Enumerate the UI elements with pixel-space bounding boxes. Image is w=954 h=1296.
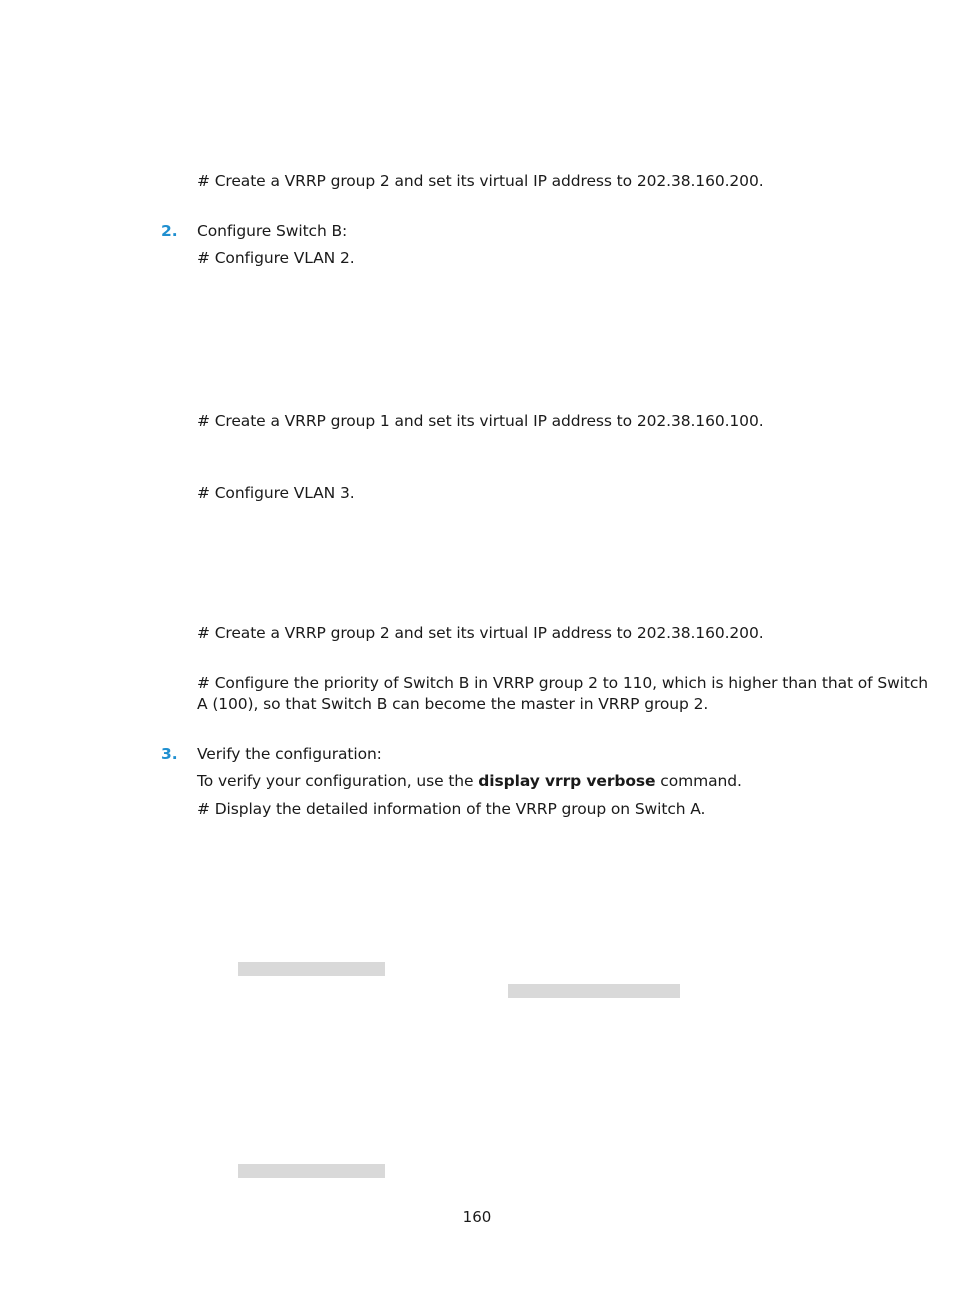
redacted-bar [238,962,385,976]
redacted-bar [238,1164,385,1178]
step-verify-configuration: Verify the configuration: [197,745,382,763]
configure-vlan2-text: # Configure VLAN 2. [197,249,355,267]
step-number-3: 3. [161,745,178,763]
page-number: 160 [462,1208,492,1226]
step-configure-switch-b: Configure Switch B: [197,222,348,240]
priority-text-line1: # Configure the priority of Switch B in VRRP group 2 to 110, which is higher than that of Switch [197,674,929,692]
redacted-bar [508,984,680,998]
display-detailed-info-text: # Display the detailed information of the VRRP group on Switch A. [197,800,706,818]
verify-text-after: command. [655,772,742,790]
create-vrrp-group1-text: # Create a VRRP group 1 and set its virtual IP address to 202.38.160.100. [197,412,764,430]
step-number-2: 2. [161,222,178,240]
priority-text-line2: A (100), so that Switch B can become the master in VRRP group 2. [197,695,709,713]
verify-instruction [197,771,742,792]
display-vrrp-verbose-command: display vrrp verbose [478,772,656,790]
verify-text-before: To verify your configuration, use the [197,772,479,790]
create-vrrp-group2-text: # Create a VRRP group 2 and set its virtual IP address to 202.38.160.200. [197,172,764,190]
configure-vlan3-text: # Configure VLAN 3. [197,484,355,502]
create-vrrp-group2-switch-b-text: # Create a VRRP group 2 and set its virtual IP address to 202.38.160.200. [197,624,764,642]
